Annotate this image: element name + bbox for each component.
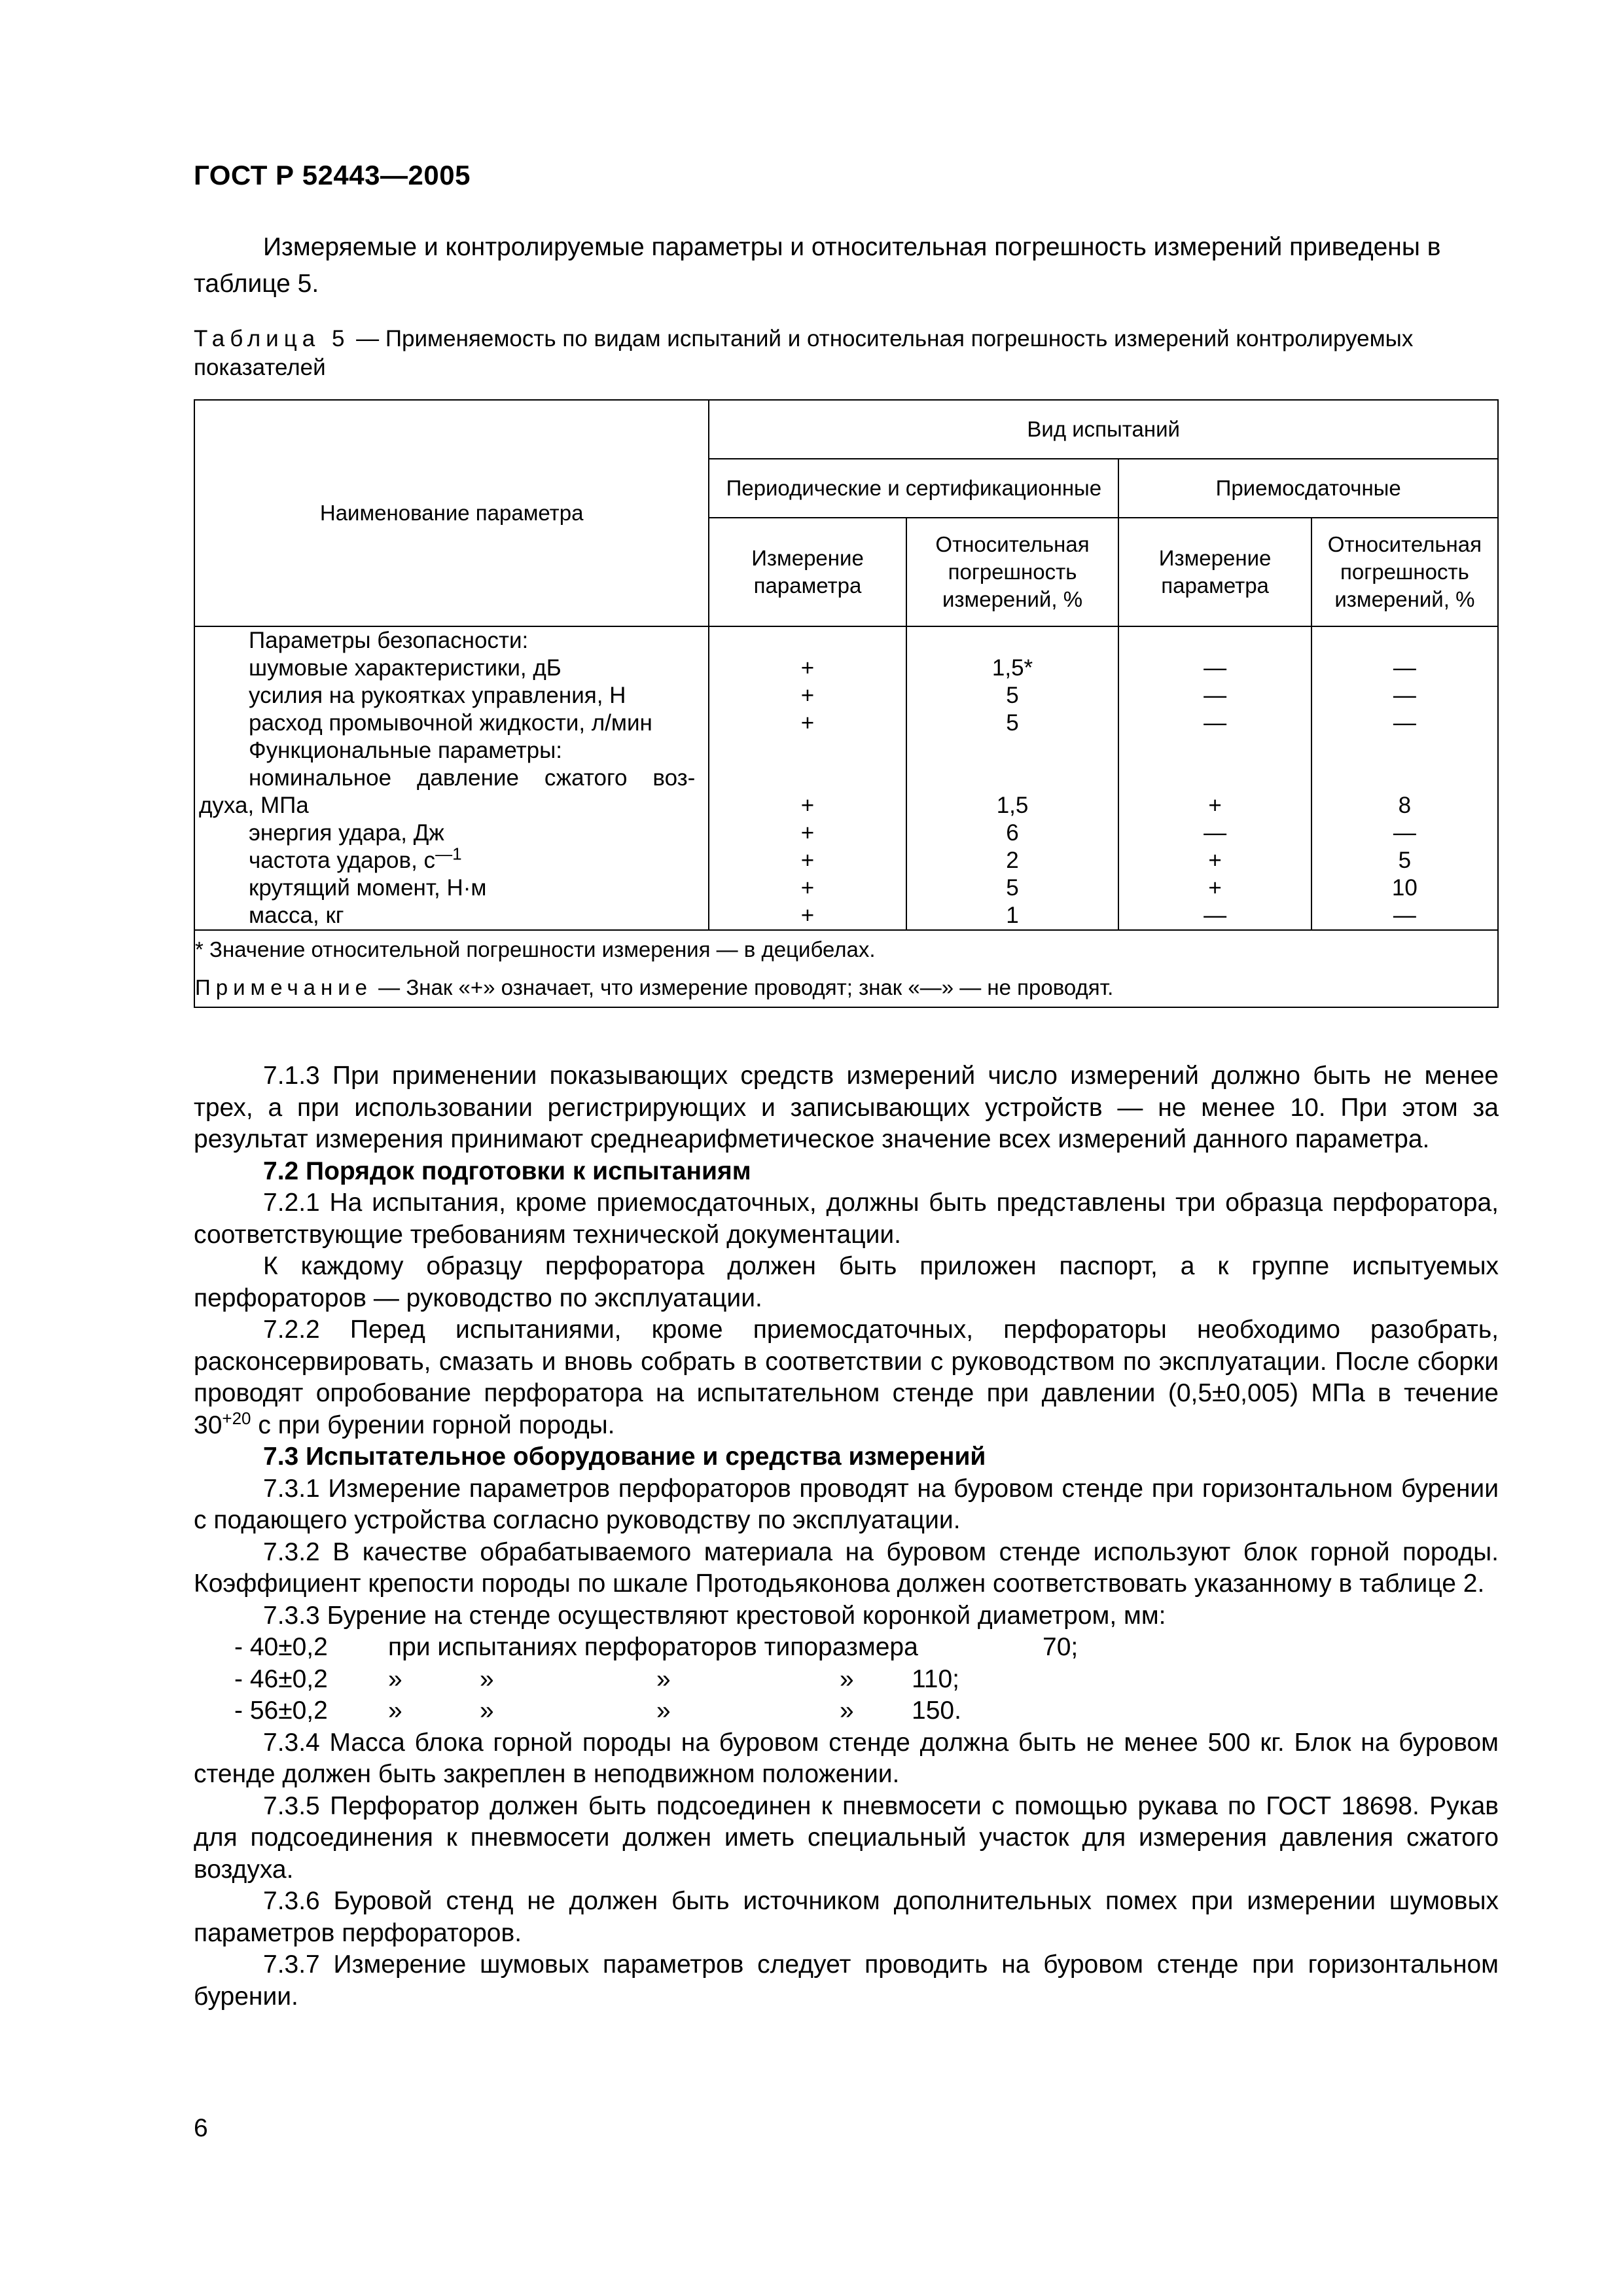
body-text [194,1060,1499,2013]
cell-value [907,764,1118,792]
cell-value: + [800,793,815,818]
cell-value: — [1204,655,1227,681]
cell-value: + [800,710,815,736]
table-caption [194,325,1499,382]
cell-value: — [1204,683,1227,708]
cell-value: 2 [1006,848,1019,873]
col-header-periodic: Периодические и сертификационные [709,459,1118,518]
cell-value [709,764,905,792]
cell-value: + [800,903,815,928]
cell-value [709,627,905,655]
cell-value: — [1204,903,1227,928]
ditto-mark: » [480,1664,494,1693]
col-header-measure-2: Измерение параметра [1118,518,1311,626]
cell-value: 6 [1006,820,1019,846]
row-name: расход промывочной жидкости, л/мин [249,710,652,736]
ditto-mark: » [840,1696,854,1725]
cell-value: + [800,820,815,846]
col-header-measure-1: Измерение параметра [709,518,906,626]
cell-value [1312,737,1497,764]
cell-value: + [1208,848,1222,873]
table-caption-text: — Применяемость по видам испытаний и относительная погрешность измерений контролируемых показателей [194,326,1414,380]
ditto-mark: » [388,1664,402,1693]
param-names-cell [194,626,709,930]
paragraph-7-3-4: 7.3.4 Масса блока горной породы на буровом стенде должна быть не менее 500 кг. Блок на буровом стенде должен быть закреплен в неподвижном положении. [194,1728,1499,1788]
cell-value: 5 [1006,875,1019,901]
row-name: крутящий момент, Н·м [249,875,487,901]
cell-value: + [1208,875,1222,901]
cell-value [1312,764,1497,792]
cell-value: + [800,683,815,708]
cell-value [1119,764,1310,792]
cell-value: — [1393,710,1416,736]
row-name: энергия удара, Дж [249,820,444,846]
paragraph-7-3-5: 7.3.5 Перфоратор должен быть подсоединен к пневмосети с помощью рукава по ГОСТ 18698. Рукав для подсоединения к пневмосети должен иметь специальный участок для измерения давления сжатого воздуха. [194,1791,1499,1884]
cell-value: + [800,875,815,901]
cell-value: 5 [1006,710,1019,736]
cell-value: + [800,655,815,681]
cell-value: — [1393,820,1416,846]
time-tolerance: +20 [222,1408,251,1428]
time-value: 30 [194,1410,223,1439]
cell-value: 5 [1006,683,1019,708]
cell-value [907,737,1118,764]
row-name-with-sup [195,844,708,874]
intro-paragraph: Измеряемые и контролируемые параметры и относительная погрешность измерений приведены в таблице 5. [194,233,1441,298]
paragraph-7-3-6: 7.3.6 Буровой стенд не должен быть источником дополнительных помех при измерении шумовых параметров перфораторов. [194,1887,1499,1947]
row-name: частота ударов, с [249,848,436,873]
cell-value: 1,5* [991,655,1033,681]
row-name: Параметры безопасности: [249,628,529,653]
cell-value: — [1393,683,1416,708]
cell-value: 10 [1391,875,1418,901]
table-note [195,969,1497,1007]
cell-value: — [1393,903,1416,928]
paragraph-7-3-3: 7.3.3 Бурение на стенде осуществляют крестовой коронкой диаметром, мм: [263,1601,1166,1630]
row-name: шумовые характеристики, дБ [249,655,562,681]
cell-value: 1,5 [996,793,1029,818]
paragraph-7-3-2: 7.3.2 В качестве обрабатываемого материала на буровом стенде используют блок горной породы. Коэффициент крепости породы по шкале Протодьяконова должен соответствовать указанному в таблице 2. [194,1537,1499,1598]
ditto-mark: » [480,1696,494,1725]
list-diameter: - 40±0,2 [234,1633,328,1661]
cell-value: + [1208,793,1222,818]
list-size: 70; [1043,1633,1079,1661]
paragraph-7-1-3: 7.1.3 При применении показывающих средств измерений число измерений должно быть не менее трех, а при использовании регистрирующих и записывающих устройств — не менее 10. При этом за результат измерения принимают среднеарифметическое значение всех измерений данного параметра. [194,1062,1499,1153]
paragraph-7-2-2-text: 7.2.2 Перед испытаниями, кроме приемосдаточных, перфораторы необходимо разобрать, расконсервировать, смазать и вновь собрать в соответствии с руководством по эксплуатации. После сборки проводят опробование перфоратора на испытательном стенде при давлении (0,5±0,005) МПа в течение [194,1316,1499,1407]
list-item [194,1664,1499,1696]
col-header-error-1: Относительная погрешность измерений, % [906,518,1119,626]
cell-value: 1 [1006,903,1019,928]
row-name: номинальное давление сжатого воз- [249,765,696,791]
cell-value: — [1204,820,1227,846]
section-heading-7-2: 7.2 Порядок подготовки к испытаниям [263,1157,751,1185]
section-heading-7-3: 7.3 Испытательное оборудование и средства измерений [263,1443,986,1471]
row-name: усилия на рукоятках управления, Н [249,683,626,708]
cell-value [709,737,905,764]
paragraph-7-2-1b: К каждому образцу перфоратора должен быть приложен паспорт, а к группе испытуемых перфораторов — руководство по эксплуатации. [194,1252,1499,1312]
paragraph-7-3-1: 7.3.1 Измерение параметров перфораторов проводят на буровом стенде при горизонтальном бурении с подающего устройства согласно руководству по эксплуатации. [194,1474,1499,1534]
ditto-mark: » [656,1664,671,1693]
row-name-sup: —1 [435,844,462,864]
ditto-mark: » [388,1696,402,1725]
cell-value: — [1393,655,1416,681]
list-size: 150. [912,1696,961,1725]
list-size: 110; [912,1664,960,1693]
list-item [194,1632,1499,1664]
list-diameter: - 46±0,2 [234,1664,328,1693]
page-number: 6 [194,2114,208,2142]
table-caption-label: Таблица 5 [194,326,350,351]
document-header: ГОСТ Р 52443—2005 [194,160,471,190]
paragraph-7-2-2 [194,1314,1499,1441]
table-5 [194,399,1499,1008]
list-diameter: - 56±0,2 [234,1696,328,1725]
note-text: — Знак «+» означает, что измерение проводят; знак «—» — не проводят. [372,975,1114,999]
measure-2-cell [1118,626,1311,930]
ditto-mark: » [656,1696,671,1725]
error-1-cell [906,626,1119,930]
col-header-param: Наименование параметра [194,400,709,626]
error-2-cell [1311,626,1498,930]
cell-value: — [1204,710,1227,736]
paragraph-7-3-7: 7.3.7 Измерение шумовых параметров следует проводить на буровом стенде при горизонтальном бурении. [194,1950,1499,2011]
col-header-acceptance: Приемосдаточные [1118,459,1498,518]
col-header-error-2: Относительная погрешность измерений, % [1311,518,1498,626]
table-footnote: * Значение относительной погрешности измерения — в децибелах. [195,937,876,961]
measure-1-cell [709,626,906,930]
cell-value [1119,737,1310,764]
cell-value [907,627,1118,655]
table-notes [194,930,1498,1007]
list-item [194,1695,1499,1727]
ditto-mark: » [840,1664,854,1693]
col-header-test-type: Вид испытаний [709,400,1498,459]
cell-value: + [800,848,815,873]
paragraph-7-2-1: 7.2.1 На испытания, кроме приемосдаточных, должны быть представлены три образца перфоратора, соответствующие требованиям технической документации. [194,1189,1499,1249]
paragraph-7-2-2-end: с при бурении горной породы. [251,1410,615,1439]
cell-value: 5 [1398,848,1412,873]
cell-value: 8 [1398,793,1412,818]
cell-value [1119,627,1310,655]
list-desc: при испытаниях перфораторов типоразмера [388,1633,918,1661]
row-name: духа, МПа [199,793,309,818]
row-name: масса, кг [249,903,344,928]
row-name: Функциональные параметры: [249,738,563,763]
cell-value [1312,627,1497,655]
note-label: Примечание [195,975,373,999]
